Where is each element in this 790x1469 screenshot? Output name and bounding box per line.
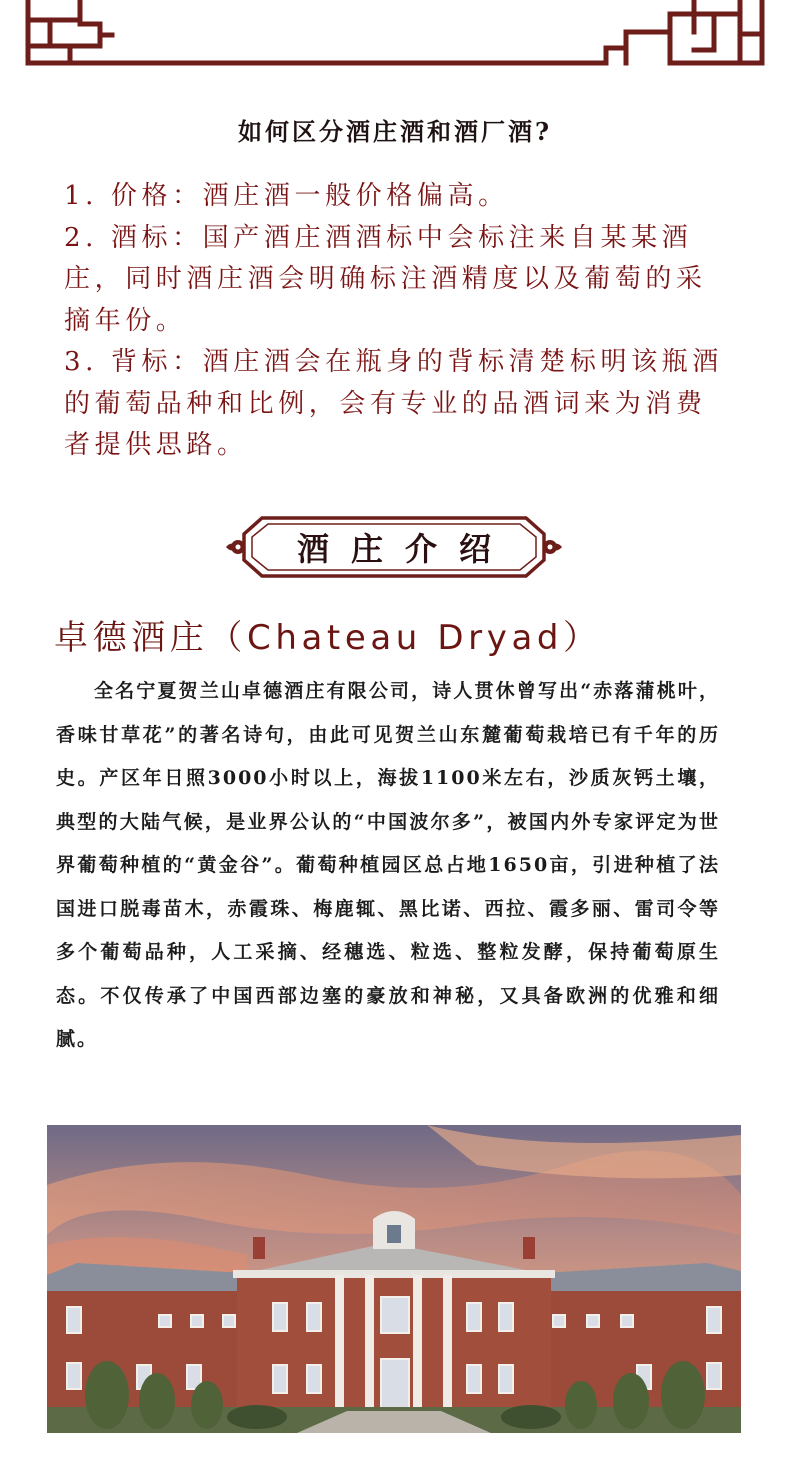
winery-photo — [47, 1125, 741, 1433]
winery-description: 全名宁夏贺兰山卓德酒庄有限公司，诗人贯休曾写出“赤落蒲桃叶，香味甘草花”的著名诗句，由此可见贺兰山东麓葡萄栽培已有千年的历史。产区年日照3000小时以上，海拔1100米左右，沙质灰钙土壤，典型的大陆气候，是业界公认的“中国波尔多”，被国内外专家评定为世界葡萄种植的“黄金谷”。葡萄种植园区总占地1650亩，引进种植了法国进口脱毒苗木，赤霞珠、梅鹿辄、黑比诺、西拉、霞多丽、雷司令等多个葡萄品种，人工采摘、经穗选、粒选、整粒发酵，保持葡萄原生态。不仅传承了中国西部边塞的豪放和神秘，又具备欧洲的优雅和细腻。 — [56, 680, 720, 1050]
list-item-label: 2. 酒标：国产酒庄酒酒标中会标注来自某某酒庄，同时酒庄酒会明确标注酒精度以及葡萄的采摘年份。 — [64, 222, 707, 336]
winery-name: 卓德酒庄（Chateau Dryad） — [54, 618, 602, 658]
list-item-price: 1. 价格：酒庄酒一般价格偏高。 — [64, 181, 509, 211]
list-item-back-label: 3. 背标：酒庄酒会在瓶身的背标清楚标明该瓶酒的葡萄品种和比例，会有专业的品酒词来为消费者提供思路。 — [64, 347, 723, 460]
difference-list — [64, 176, 734, 467]
question-title: 如何区分酒庄酒和酒厂酒? — [237, 117, 553, 146]
top-lattice-frame — [0, 0, 790, 80]
section-title: 酒庄介绍 — [296, 530, 513, 568]
